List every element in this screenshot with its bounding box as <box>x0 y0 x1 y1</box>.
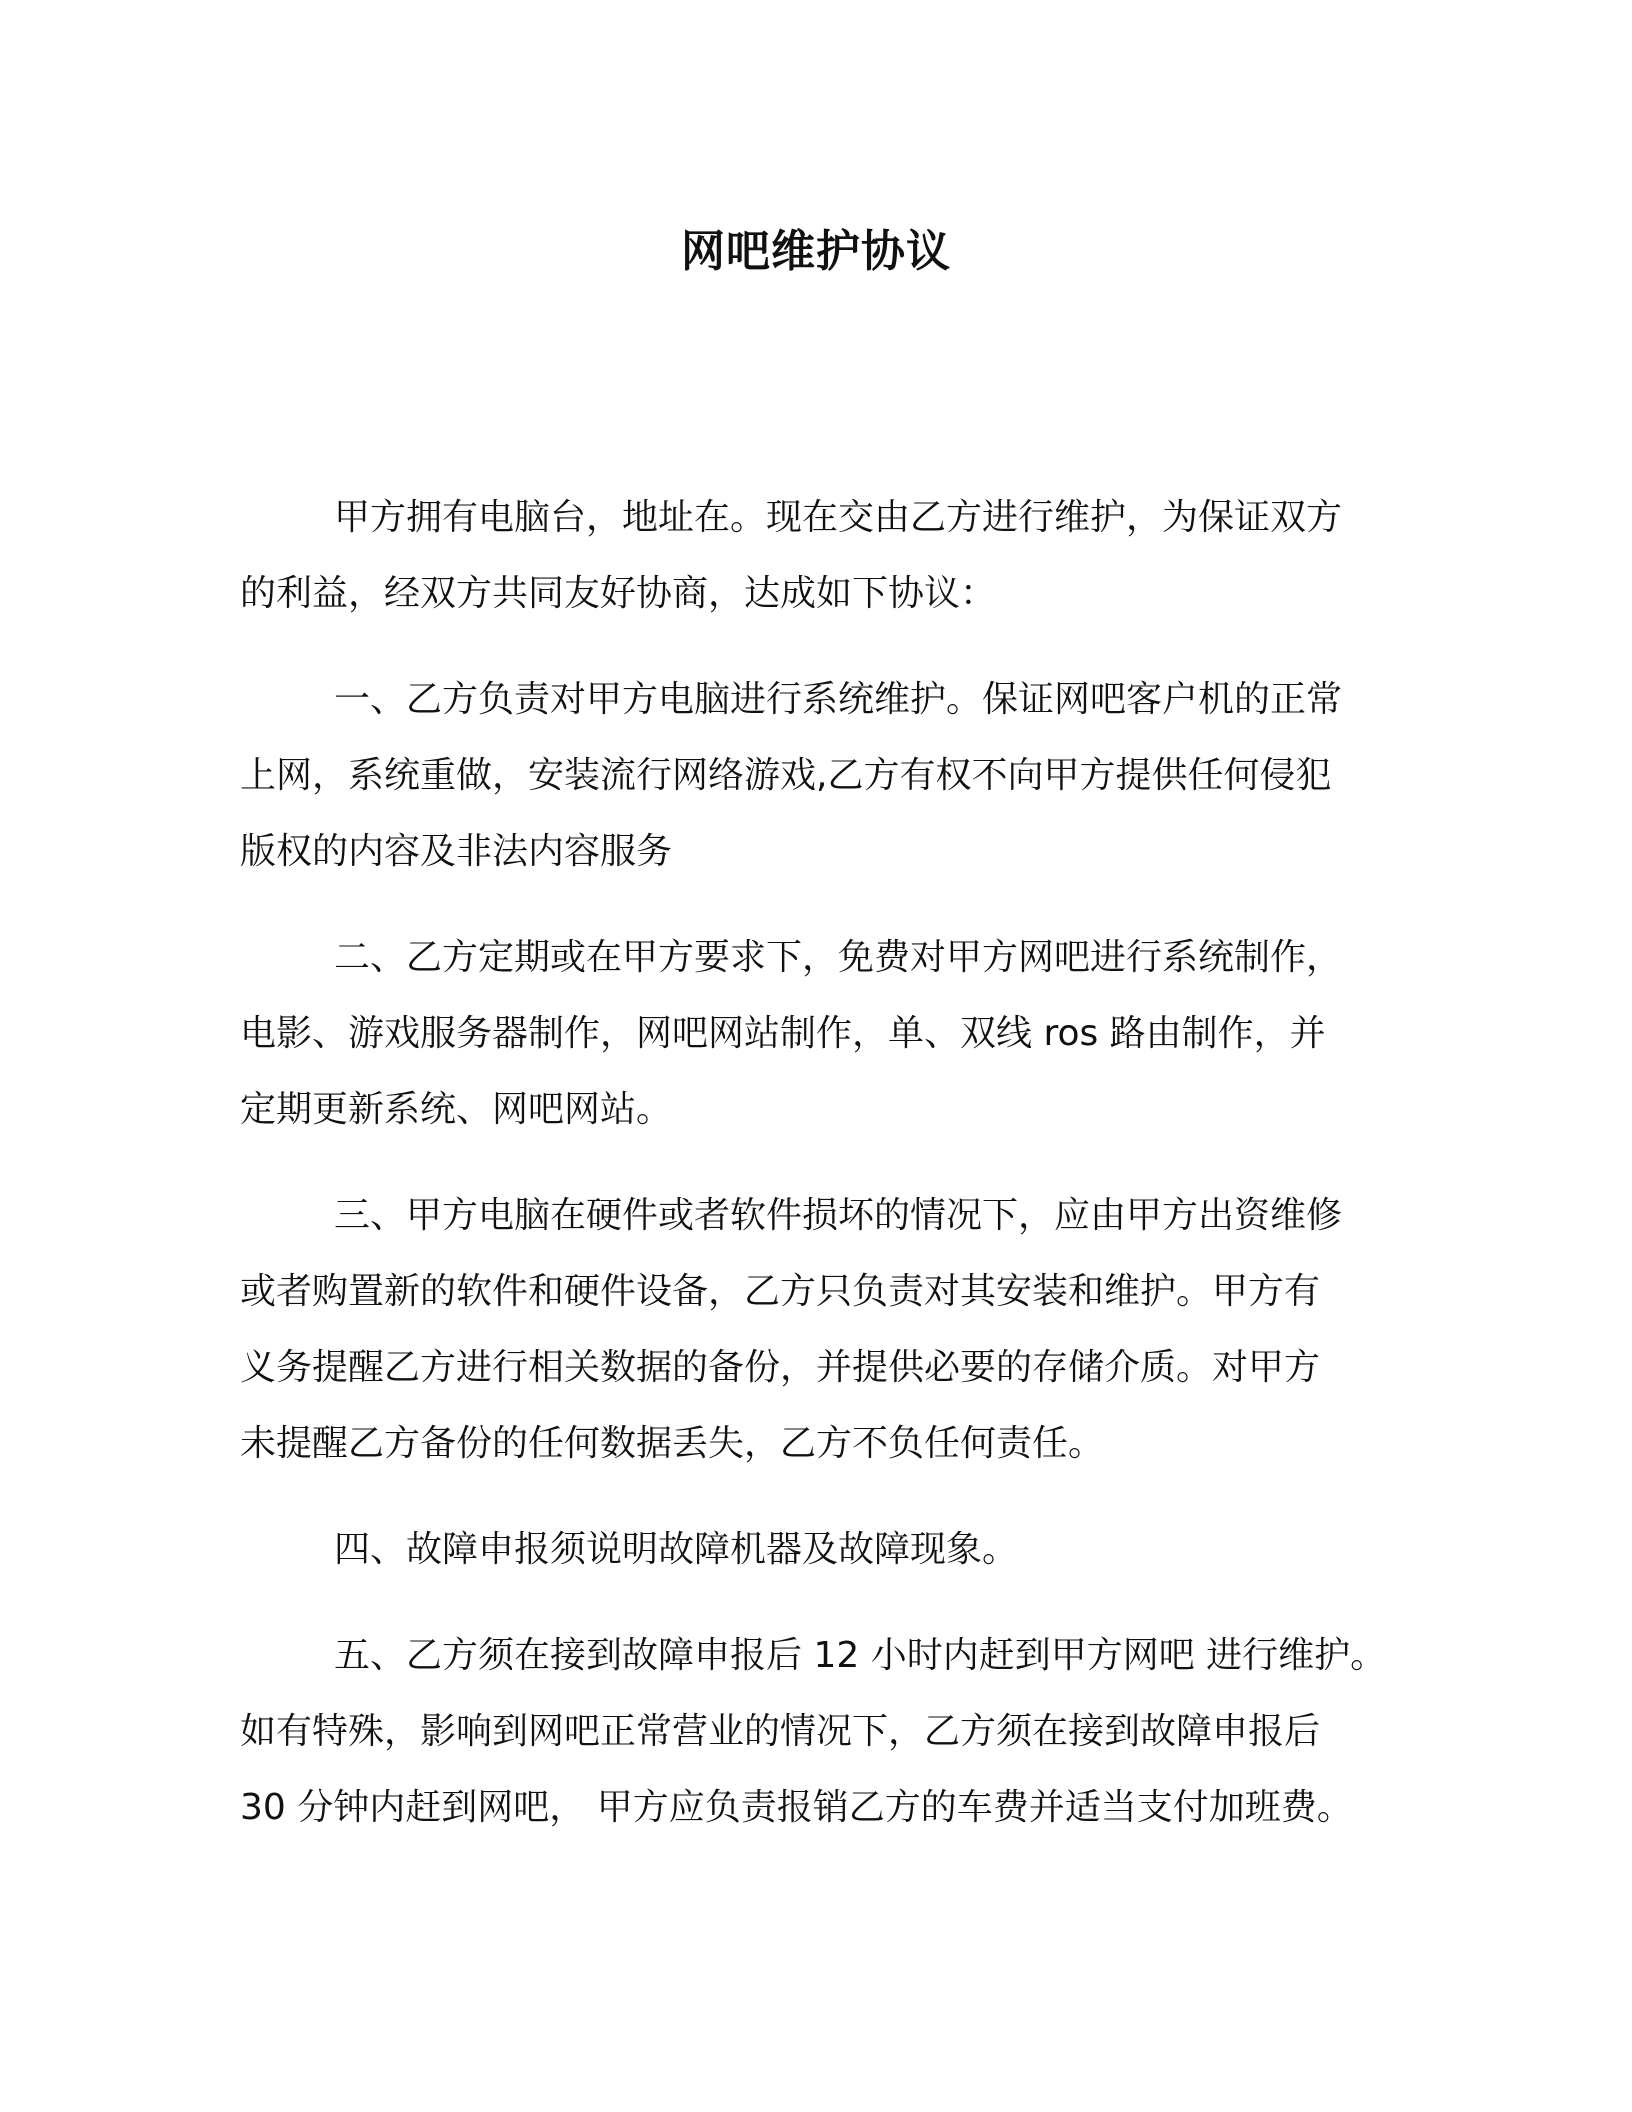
clause-5-line: 如有特殊，影响到网吧正常营业的情况下，乙方须在接到故障申报后 <box>240 1711 1321 1752</box>
clause-3-line: 义务提醒乙方进行相关数据的备份，并提供必要的存储介质。对甲方 <box>240 1347 1321 1388</box>
clause-1-line: 一、乙方负责对甲方电脑进行系统维护。保证网吧客户机的正常 <box>334 679 1343 720</box>
clause-3-line: 或者购置新的软件和硬件设备，乙方只负责对其安装和维护。甲方有 <box>240 1271 1321 1312</box>
clause-5-line: 30 分钟内赶到网吧， 甲方应负责报销乙方的车费并适当支付加班费。 <box>240 1787 1353 1828</box>
paragraph-line: 甲方拥有电脑台，地址在。现在交由乙方进行维护，为保证双方 <box>334 497 1343 538</box>
clause-4-line: 四、故障申报须说明故障机器及故障现象。 <box>334 1529 1019 1570</box>
clause-2-line: 定期更新系统、网吧网站。 <box>240 1089 673 1130</box>
clause-1-line: 版权的内容及非法内容服务 <box>240 831 673 872</box>
clause-3-line: 三、甲方电脑在硬件或者软件损坏的情况下，应由甲方出资维修 <box>334 1195 1343 1236</box>
clause-2-line: 二、乙方定期或在甲方要求下，免费对甲方网吧进行系统制作， <box>334 937 1343 978</box>
clause-5-line: 五、乙方须在接到故障申报后 12 小时内赶到甲方网吧 进行维护。 <box>334 1635 1387 1676</box>
document-title: 网吧维护协议 <box>681 226 951 277</box>
clause-1-line: 上网，系统重做，安装流行网络游戏,乙方有权不向甲方提供任何侵犯 <box>240 755 1332 796</box>
clause-2-line: 电影、游戏服务器制作，网吧网站制作，单、双线 ros 路由制作，并 <box>240 1013 1326 1054</box>
clause-3-line: 未提醒乙方备份的任何数据丢失，乙方不负任何责任。 <box>240 1423 1105 1464</box>
paragraph-line: 的利益，经双方共同友好协商，达成如下协议： <box>240 573 997 614</box>
